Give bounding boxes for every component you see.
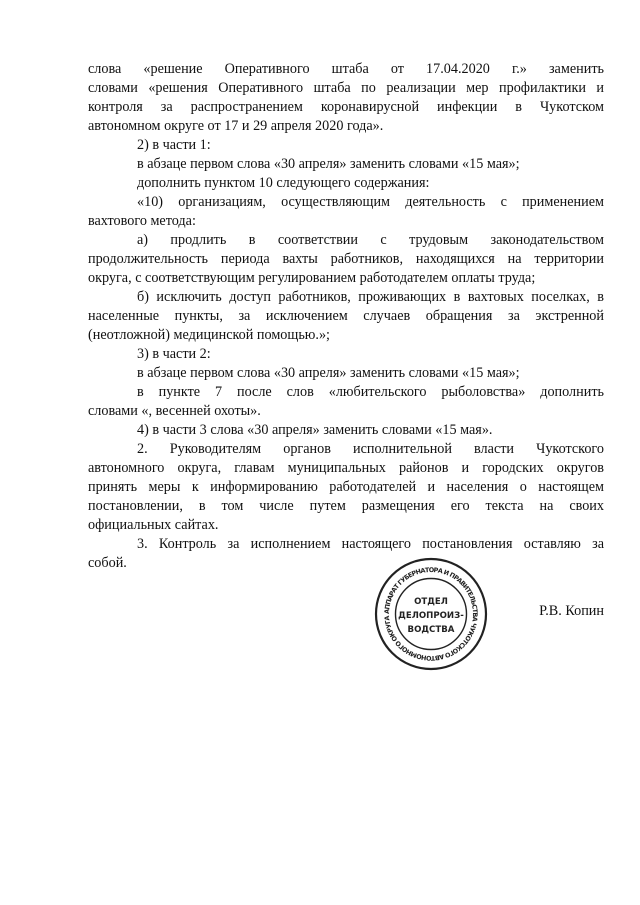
text-line: автономном округе от 17 и 29 апреля 2020 года». (88, 118, 384, 134)
text-line: официальных сайтах. (88, 517, 219, 533)
text-line: дополнить пунктом 10 следующего содержания: (137, 175, 430, 191)
text-line: контроля за распространением коронавирусной инфекции в Чукотском (88, 99, 604, 115)
text-line: (неотложной) медицинской помощью.»; (88, 327, 330, 343)
stamp-graphic (374, 557, 488, 671)
text-line: 4) в части 3 слова «30 апреля» заменить словами «15 мая». (137, 422, 493, 438)
text-line: в абзаце первом слова «30 апреля» заменить словами «15 мая»; (137, 365, 520, 381)
text-line: продолжительность периода вахты работников, находящихся на территории (88, 251, 604, 267)
text-line: автономного округа, главам муниципальных районов и городских округов (88, 460, 604, 476)
text-line: словами «, весенней охоты». (88, 403, 261, 419)
text-line: 2) в части 1: (137, 137, 211, 153)
document-body (88, 60, 604, 573)
stamp-center-line: ОТДЕЛ (414, 597, 448, 607)
signer-name: Р.В. Копин (539, 603, 604, 619)
text-line: слова «решение Оперативного штаба от 17.04.2020 г.» заменить (88, 61, 604, 77)
text-line: в пункте 7 после слов «любительского рыболовства» дополнить (137, 384, 604, 400)
text-line: округа, с соответствующим регулированием работодателем оплаты труда; (88, 270, 536, 286)
text-line: б) исключить доступ работников, проживающих в вахтовых поселках, в (137, 289, 604, 305)
text-line: собой. (88, 555, 127, 571)
text-line: принять меры к информированию работодателей и населения о настоящем (88, 479, 604, 495)
stamp-center-line: ДЕЛОПРОИЗ- (398, 611, 464, 621)
text-line: 3. Контроль за исполнением настоящего постановления оставляю за (137, 536, 604, 552)
text-line: в абзаце первом слова «30 апреля» заменить словами «15 мая»; (137, 156, 520, 172)
stamp-ring-text: АППАРАТ ГУБЕРНАТОРА И ПРАВИТЕЛЬСТВА ЧУКОТСКОГО АВТОНОМНОГО ОКРУГА (382, 565, 480, 663)
stamp-center-line: ВОДСТВА (407, 625, 455, 635)
text-line: постановлении, в том числе путем размещения его текста на своих (88, 498, 604, 514)
text-line: «10) организациям, осуществляющим деятельность с применением (137, 194, 604, 210)
text-line: а) продлить в соответствии с трудовым законодательством (137, 232, 604, 248)
text-line: 2. Руководителям органов исполнительной власти Чукотского (137, 441, 604, 457)
text-line: населенные пункты, за исключением случаев обращения за экстренной (88, 308, 604, 324)
text-line: словами «решения Оперативного штаба по реализации мер профилактики и (88, 80, 604, 96)
text-line: вахтового метода: (88, 213, 196, 229)
text-line: 3) в части 2: (137, 346, 211, 362)
official-stamp (374, 557, 488, 671)
